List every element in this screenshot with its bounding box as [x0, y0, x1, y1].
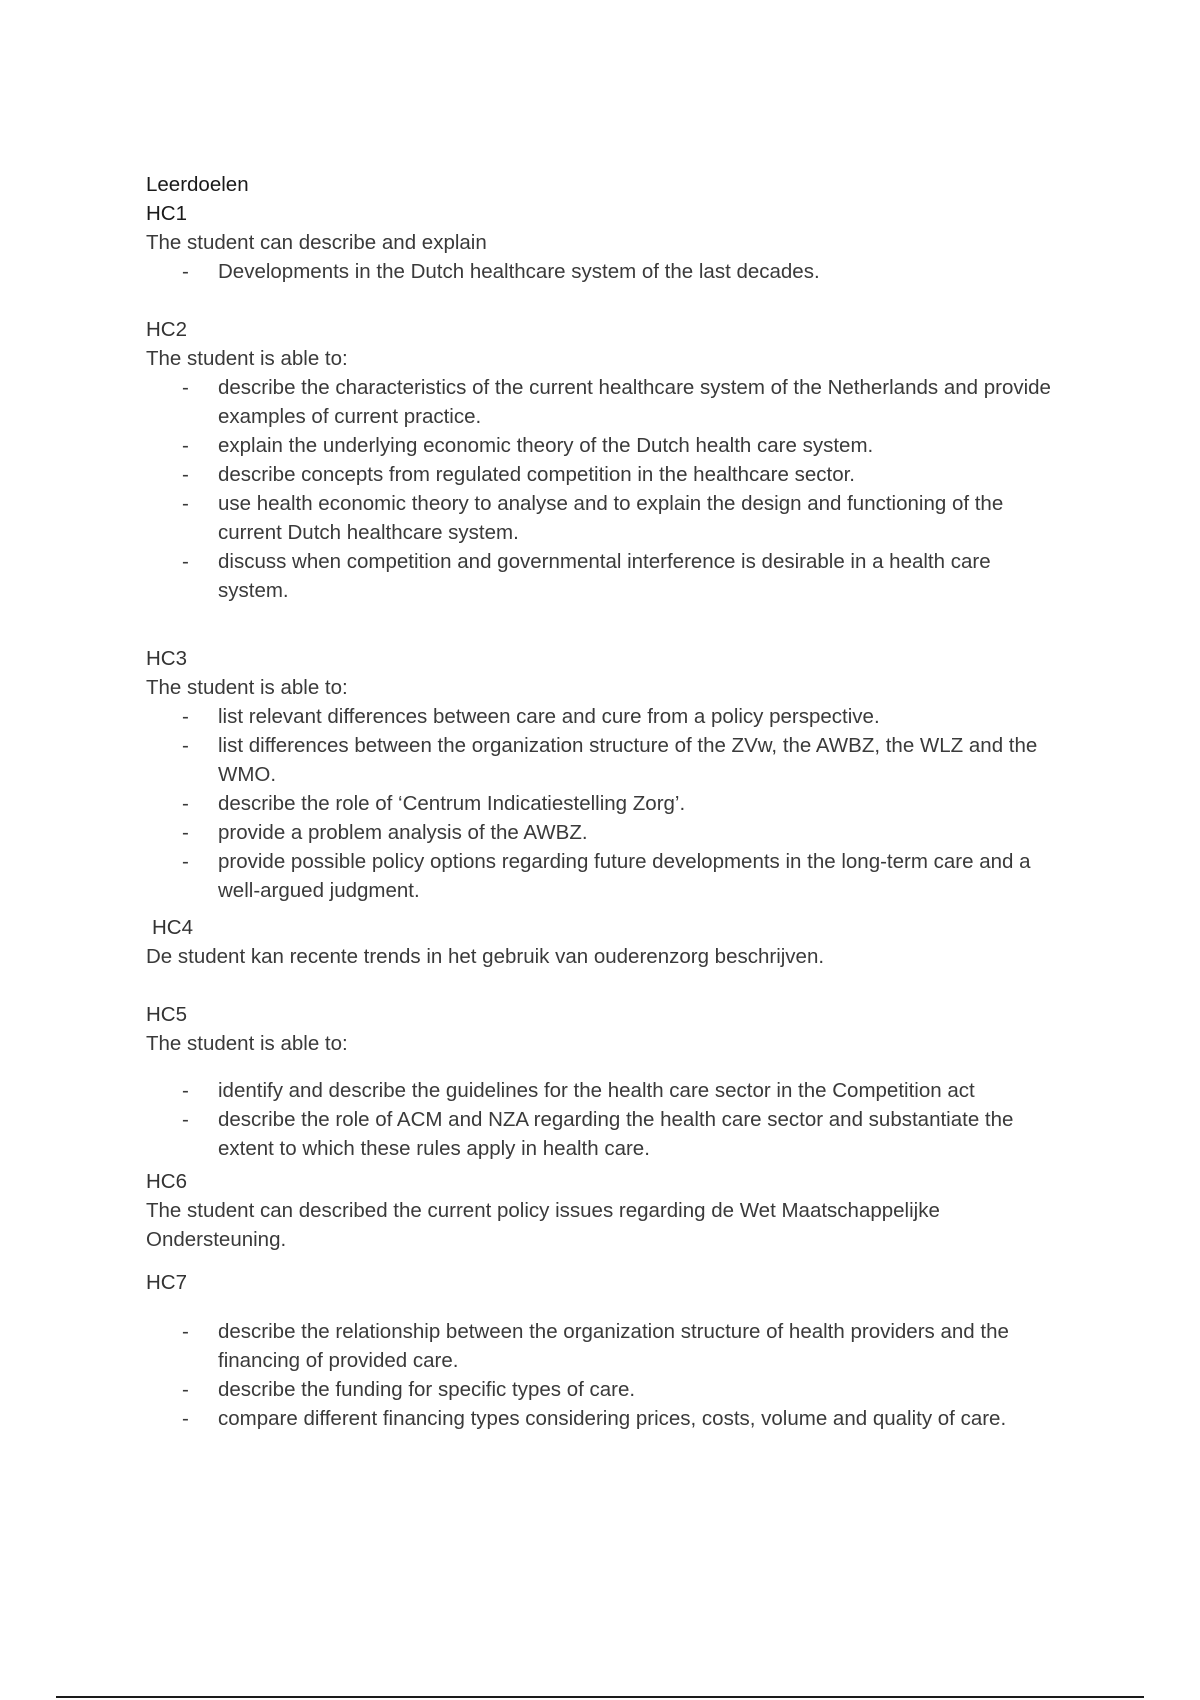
- section-heading-hc3: HC3: [146, 647, 188, 670]
- goal-list-hc2: [146, 373, 1066, 605]
- list-item: [146, 1105, 1066, 1163]
- list-item-text: list relevant differences between care and cure from a policy perspective.: [218, 705, 880, 728]
- section-heading-hc4: HC4: [152, 916, 194, 939]
- bullet-dash: -: [182, 1320, 189, 1343]
- list-item-text: describe concepts from regulated competition in the healthcare sector.: [218, 463, 855, 486]
- section-intro-hc3: The student is able to:: [146, 676, 348, 699]
- bullet-dash: -: [182, 821, 189, 844]
- section-heading-hc7: HC7: [146, 1271, 188, 1294]
- document-title: Leerdoelen: [146, 173, 249, 196]
- section-heading-hc1: HC1: [146, 202, 188, 225]
- list-item-text: identify and describe the guidelines for the health care sector in the Competition act: [218, 1079, 975, 1102]
- goal-list-hc5: [146, 1076, 1066, 1163]
- list-item: [146, 1317, 1066, 1375]
- bullet-dash: -: [182, 463, 189, 486]
- list-item: [146, 847, 1066, 905]
- section-heading-hc5: HC5: [146, 1003, 188, 1026]
- bullet-dash: -: [182, 376, 189, 399]
- list-item: [146, 373, 1066, 431]
- page-bottom-rule: [56, 1696, 1144, 1698]
- list-item-text: provide a problem analysis of the AWBZ.: [218, 821, 588, 844]
- bullet-dash: -: [182, 734, 189, 757]
- bullet-dash: -: [182, 792, 189, 815]
- list-item: [146, 547, 1066, 605]
- bullet-dash: -: [182, 1079, 189, 1102]
- goal-list-hc1: [146, 257, 1066, 286]
- bullet-dash: -: [182, 492, 189, 515]
- section-heading-hc6: HC6: [146, 1170, 188, 1193]
- list-item: [146, 818, 1066, 847]
- list-item: [146, 1375, 1066, 1404]
- list-item: [146, 431, 1066, 460]
- list-item-text: provide possible policy options regarding future developments in the long-term care and a well-argued judgment.: [218, 850, 1031, 902]
- bullet-dash: -: [182, 1407, 189, 1430]
- bullet-dash: -: [182, 1378, 189, 1401]
- list-item-text: describe the funding for specific types of care.: [218, 1378, 636, 1401]
- section-intro-hc4: De student kan recente trends in het gebruik van ouderenzorg beschrijven.: [146, 945, 825, 968]
- list-item-text: discuss when competition and governmental interference is desirable in a health care system.: [218, 550, 991, 602]
- list-item-text: describe the role of ACM and NZA regarding the health care sector and substantiate the extent to which these rules apply in health care.: [218, 1108, 1014, 1160]
- section-intro-hc1: The student can describe and explain: [146, 231, 487, 254]
- list-item-text: Developments in the Dutch healthcare system of the last decades.: [218, 260, 820, 283]
- list-item: [146, 1076, 1066, 1105]
- list-item-text: describe the relationship between the organization structure of health providers and the financing of provided care.: [218, 1320, 1009, 1372]
- bullet-dash: -: [182, 850, 189, 873]
- list-item: [146, 702, 1066, 731]
- list-item-text: use health economic theory to analyse and to explain the design and functioning of the current Dutch healthcare system.: [218, 492, 1004, 544]
- bullet-dash: -: [182, 260, 189, 283]
- list-item-text: explain the underlying economic theory of the Dutch health care system.: [218, 434, 874, 457]
- list-item: [146, 460, 1066, 489]
- list-item: [146, 1404, 1066, 1433]
- bullet-dash: -: [182, 434, 189, 457]
- section-intro-hc2: The student is able to:: [146, 347, 348, 370]
- document-page: [146, 170, 1066, 1433]
- list-item-text: describe the characteristics of the current healthcare system of the Netherlands and provide examples of current practice.: [218, 376, 1051, 428]
- list-item: [146, 731, 1066, 789]
- list-item: [146, 257, 1066, 286]
- section-heading-hc2: HC2: [146, 318, 188, 341]
- list-item: [146, 489, 1066, 547]
- list-item-text: describe the role of ‘Centrum Indicatiestelling Zorg’.: [218, 792, 686, 815]
- section-intro-hc5: The student is able to:: [146, 1032, 348, 1055]
- goal-list-hc7: [146, 1317, 1066, 1433]
- bullet-dash: -: [182, 705, 189, 728]
- section-intro-hc6: The student can described the current policy issues regarding de Wet Maatschappelijke Ondersteuning.: [146, 1199, 940, 1251]
- list-item: [146, 789, 1066, 818]
- bullet-dash: -: [182, 1108, 189, 1131]
- list-item-text: compare different financing types considering prices, costs, volume and quality of care.: [218, 1407, 1007, 1430]
- goal-list-hc3: [146, 702, 1066, 905]
- bullet-dash: -: [182, 550, 189, 573]
- list-item-text: list differences between the organization structure of the ZVw, the AWBZ, the WLZ and the WMO.: [218, 734, 1038, 786]
